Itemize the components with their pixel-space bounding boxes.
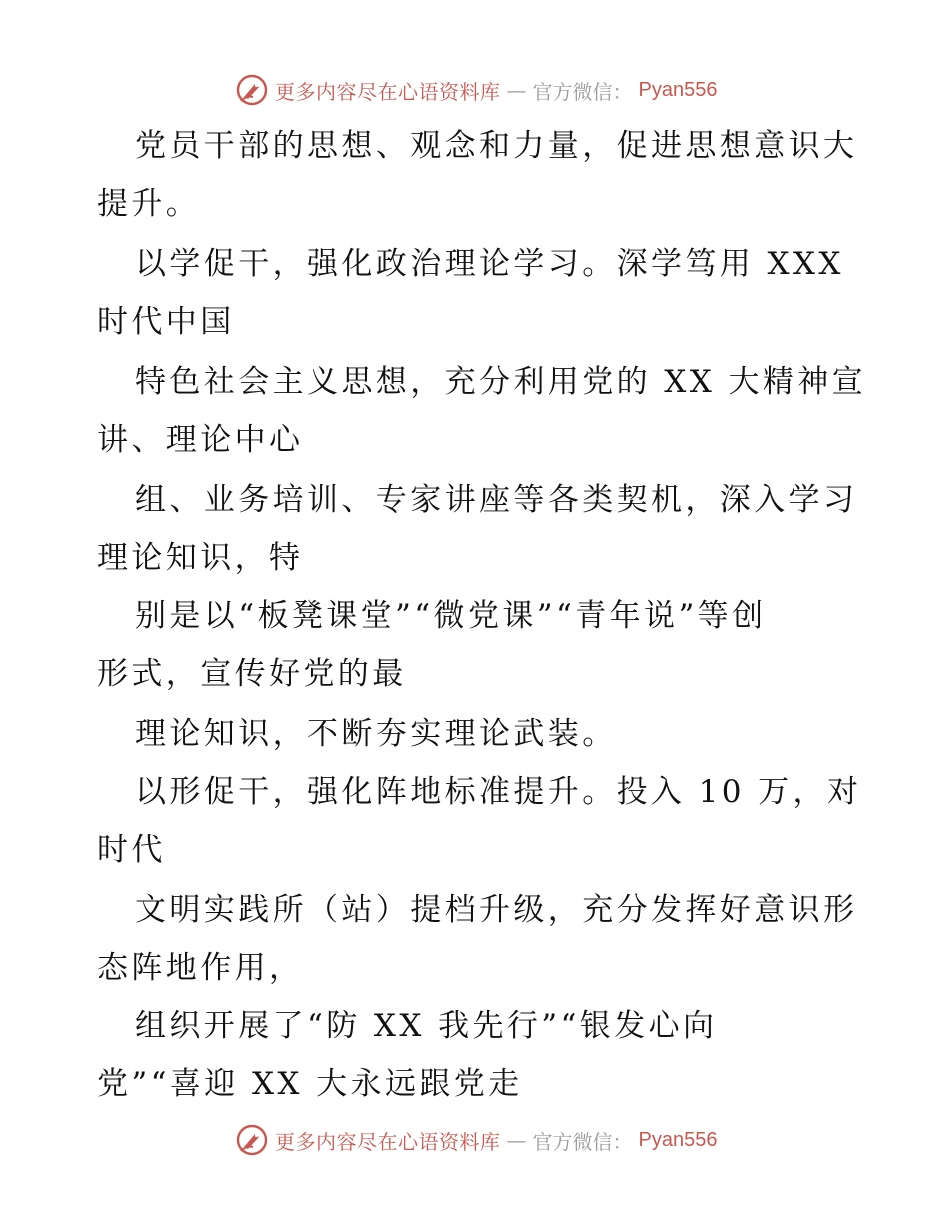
footer-watermark [235, 1120, 717, 1160]
pen-nib-logo-icon [235, 73, 269, 107]
paragraph-line: 以学促干，强化政治理论学习。深学笃用 XXX [135, 246, 844, 282]
paragraph-line: 态阵地作用， [97, 950, 304, 986]
paragraph-line: 文明实践所（站）提档升级，充分发挥好意识形 [135, 892, 858, 928]
header-brand-text: 更多内容尽在心语资料库 [275, 79, 501, 104]
footer-wechat-id: Pyan556 [638, 1128, 718, 1151]
paragraph-line: 党员干部的思想、观念和力量，促进思想意识大 [135, 128, 858, 164]
paragraph-line: 提升。 [97, 186, 201, 222]
header-wechat-id: Pyan556 [638, 78, 718, 101]
paragraph-line: 组、业务培训、专家讲座等各类契机，深入学习 [135, 482, 858, 518]
paragraph-line: 党”“喜迎 XX 大永远跟党走 [97, 1066, 523, 1102]
footer-wechat-label: 官方微信： [532, 1129, 633, 1154]
pen-nib-logo-icon [235, 1123, 269, 1157]
footer-brand-text: 更多内容尽在心语资料库 [275, 1129, 501, 1154]
paragraph-line: 讲、理论中心 [97, 422, 304, 458]
header-wechat-label: 官方微信： [532, 79, 633, 104]
paragraph-line: 理论知识，不断夯实理论武装。 [135, 716, 617, 752]
paragraph-line: 形式，宣传好党的最 [97, 656, 407, 692]
paragraph-line: 别是以“板凳课堂”“微党课”“青年说”等创 [135, 598, 767, 634]
header-separator: — [506, 78, 527, 102]
paragraph-line: 组织开展了“防 XX 我先行”“银发心向 [135, 1008, 718, 1044]
paragraph-line: 理论知识，特 [97, 540, 304, 576]
footer-separator: — [506, 1128, 527, 1152]
paragraph-line: 以形促干，强化阵地标准提升。投入 10 万，对 [135, 774, 862, 810]
header-watermark [235, 70, 717, 110]
paragraph-line: 时代 [97, 832, 166, 868]
paragraph-line: 时代中国 [97, 304, 235, 340]
paragraph-line: 特色社会主义思想，充分利用党的 XX 大精神宣 [135, 364, 867, 400]
